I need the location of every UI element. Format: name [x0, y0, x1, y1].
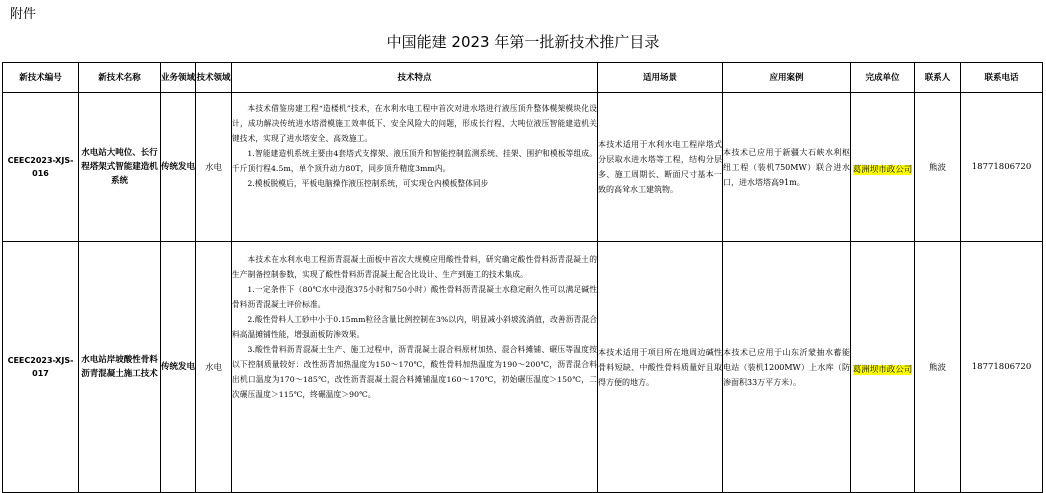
- feature-paragraph: 本技术借鉴房建工程“造楼机”技术，在水利水电工程中首次对进水塔进行液压顶升整体模架模块化设计，成功解决传统进水塔滑模施工效率低下、安全风险大的问题，形成长行程、大吨位液压智能建造机关键技术，实现了进水塔安全、高效施工。: [232, 104, 597, 143]
- header-features: 技术特点: [232, 63, 598, 93]
- header-scene: 适用场景: [598, 63, 723, 93]
- contact-person: 熊波: [915, 93, 961, 242]
- tech-id: CEEC2023-XJS-017: [3, 242, 79, 493]
- tech-name: 水电站岸坡酸性骨料沥青混凝土施工技术: [79, 242, 161, 493]
- feature-paragraph: 3.酸性骨料沥青混凝土生产、施工过程中，沥青混凝土混合料原材加热、混合料摊铺、碾压等温度按以下控制质量较好：改性沥青加热温度为150～170℃，酸性骨料加热温度为190～200℃，沥青混合料出机口温度为170～185℃，改性沥青混凝土混合料摊铺温度160～170℃，初始碾压温度＞150℃，二次碾压温度＞115℃，终碾温度＞90℃。: [232, 345, 597, 399]
- header-tech-field: 技术领域: [196, 63, 232, 93]
- attachment-label: 附件: [10, 7, 37, 22]
- header-name: 新技术名称: [79, 63, 161, 93]
- contact-person: 熊波: [915, 242, 961, 493]
- feature-paragraph: 2.模板脱模后，平板电脑操作液压控制系统，可实现仓内模板整体同步: [247, 179, 489, 188]
- tech-features: [232, 242, 598, 493]
- business-domain: 传统发电: [161, 93, 196, 242]
- header-row: [3, 63, 1043, 93]
- tech-name: 水电站大吨位、长行程塔架式智能建造机系统: [79, 93, 161, 242]
- contact-phone: 18771806720: [961, 242, 1043, 493]
- feature-paragraph: 1.一定条件下（80℃水中浸泡375小时和750小时）酸性骨料沥青混凝土水稳定耐久性可以满足碱性骨料沥青混凝土评价标准。: [232, 285, 597, 309]
- feature-paragraph: 2.酸性骨料人工砂中小于0.15mm粒径含量比例控制在3%以内，明显减小斜坡流淌值，改善沥青混合料高温摊铺性能，增强面板防渗效果。: [232, 315, 597, 339]
- application-case: 本技术已应用于新疆大石峡水利枢纽工程（装机750MW）联合进水口，进水塔塔高91m。: [723, 93, 851, 242]
- tech-features: [232, 93, 598, 242]
- completing-unit: [851, 93, 915, 242]
- header-org: 完成单位: [851, 63, 915, 93]
- technology-catalog-table: [2, 62, 1043, 493]
- application-scene: 本技术适用于项目所在地周边碱性骨料短缺、中酸性骨料质量好且取得方便的地方。: [598, 242, 723, 493]
- header-contact: 联系人: [915, 63, 961, 93]
- contact-phone: 18771806720: [961, 93, 1043, 242]
- table-row: [3, 242, 1043, 493]
- header-phone: 联系电话: [961, 63, 1043, 93]
- business-domain: 传统发电: [161, 242, 196, 493]
- tech-field: 水电: [196, 93, 232, 242]
- tech-field: 水电: [196, 242, 232, 493]
- completing-unit-highlight: 葛洲坝市政公司: [852, 364, 913, 375]
- tech-id: CEEC2023-XJS-016: [3, 93, 79, 242]
- page-title: 中国能建 2023 年第一批新技术推广目录: [386, 33, 660, 51]
- header-domain: 业务领域: [161, 63, 196, 93]
- application-case: 本技术已应用于山东沂蒙抽水蓄能电站（装机1200MW）上水库（防渗面积33万平方米）。: [723, 242, 851, 493]
- feature-paragraph: 本技术在水利水电工程沥青混凝土面板中首次大规模应用酸性骨料，研究确定酸性骨料沥青混凝土的生产制备控制参数，实现了酸性骨料沥青混凝土配合比设计、生产到施工的技术集成。: [232, 255, 597, 279]
- application-scene: 本技术适用于水利水电工程岸塔式分层取水进水塔等工程，结构分层多、施工周期长、断面尺寸基本一致的高耸水工建筑物。: [598, 93, 723, 242]
- completing-unit-highlight: 葛洲坝市政公司: [852, 164, 913, 175]
- header-id: 新技术编号: [3, 63, 79, 93]
- completing-unit: [851, 242, 915, 493]
- feature-paragraph: 1.智能建造机系统主要由4套塔式支撑架、液压顶升和智能控制监测系统、挂架、围护和模板等组成。千斤顶行程4.5m，单个顶升动力80T，同步顶升精度3mm内。: [232, 149, 597, 173]
- header-case: 应用案例: [723, 63, 851, 93]
- table-row: [3, 93, 1043, 242]
